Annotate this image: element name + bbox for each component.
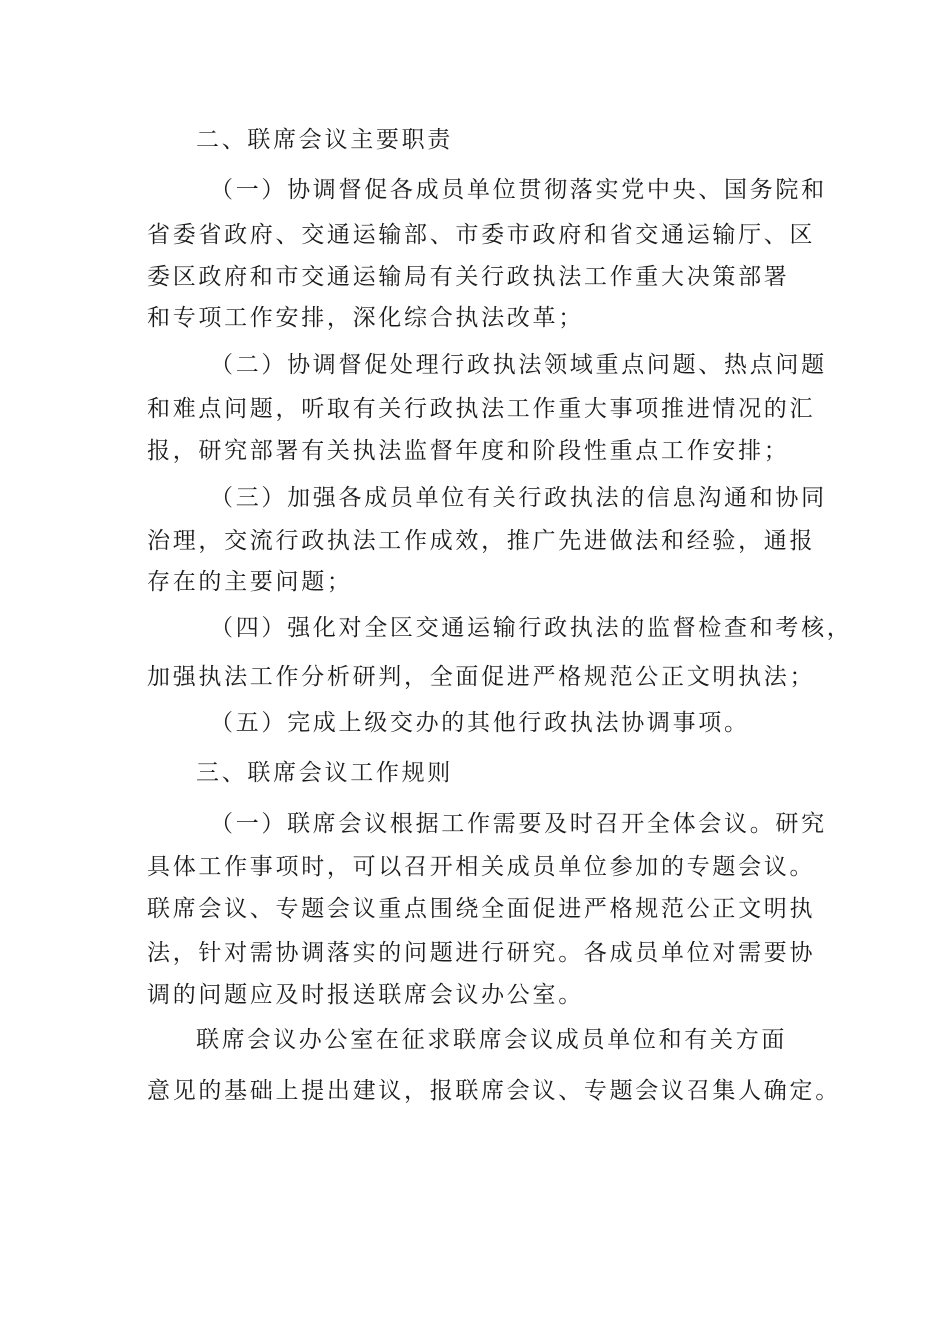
paragraph-line: （一）联席会议根据工作需要及时召开全体会议。研究 xyxy=(210,811,827,837)
paragraph-line: 和专项工作安排，深化综合执法改革； xyxy=(147,305,584,331)
paragraph-line: 联席会议办公室在征求联席会议成员单位和有关方面 xyxy=(196,1027,788,1053)
section-heading: 三、联席会议工作规则 xyxy=(196,760,453,786)
paragraph-line: 省委省政府、交通运输部、市委市政府和省交通运输厅、区 xyxy=(147,222,816,248)
paragraph-line: 意见的基础上提出建议，报联席会议、专题会议召集人确定。 xyxy=(147,1078,841,1104)
paragraph-line: 具体工作事项时，可以召开相关成员单位参加的专题会议。 xyxy=(147,854,816,880)
paragraph-line: 和难点问题，听取有关行政执法工作重大事项推进情况的汇 xyxy=(147,396,816,422)
paragraph-line: （三）加强各成员单位有关行政执法的信息沟通和协同 xyxy=(210,485,827,511)
paragraph-line: （二）协调督促处理行政执法领域重点问题、热点问题 xyxy=(210,352,827,378)
paragraph-line: 法，针对需协调落实的问题进行研究。各成员单位对需要协 xyxy=(147,940,816,966)
paragraph-line: （四）强化对全区交通运输行政执法的监督检查和考核， xyxy=(210,615,853,641)
paragraph-line: （一）协调督促各成员单位贯彻落实党中央、国务院和 xyxy=(210,177,827,203)
paragraph-line: 加强执法工作分析研判，全面促进严格规范公正文明执法； xyxy=(147,664,816,690)
paragraph-line: 报，研究部署有关执法监督年度和阶段性重点工作安排； xyxy=(147,438,790,464)
paragraph-line: 存在的主要问题； xyxy=(147,569,353,595)
paragraph-line: （五）完成上级交办的其他行政执法协调事项。 xyxy=(210,710,750,736)
paragraph-line: 调的问题应及时报送联席会议办公室。 xyxy=(147,982,584,1008)
paragraph-line: 委区政府和市交通运输局有关行政执法工作重大决策部署 xyxy=(147,264,790,290)
paragraph-line: 治理，交流行政执法工作成效，推广先进做法和经验，通报 xyxy=(147,528,816,554)
paragraph-line: 联席会议、专题会议重点围绕全面促进严格规范公正文明执 xyxy=(147,896,816,922)
section-heading: 二、联席会议主要职责 xyxy=(196,127,453,153)
